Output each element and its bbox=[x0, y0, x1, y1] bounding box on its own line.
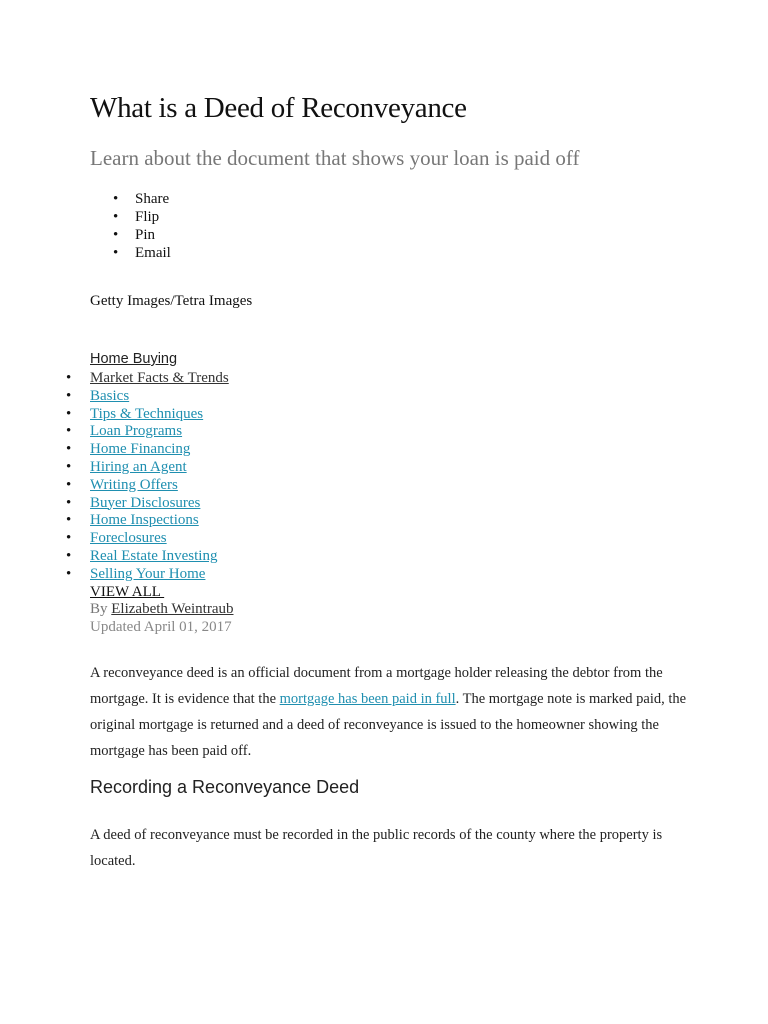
topic-item bbox=[0, 388, 229, 406]
image-credit: Getty Images/Tetra Images bbox=[90, 293, 253, 309]
topic-link-selling-home[interactable]: Selling Your Home bbox=[90, 565, 206, 582]
article-title: What is a Deed of Reconveyance bbox=[90, 92, 467, 124]
topic-item bbox=[0, 566, 229, 584]
category-link-home-buying[interactable]: Home Buying bbox=[90, 351, 178, 367]
share-action-share[interactable]: • Share bbox=[90, 190, 171, 208]
byline bbox=[90, 601, 234, 618]
topic-link-foreclosures[interactable]: Foreclosures bbox=[90, 530, 167, 547]
topic-link-basics[interactable]: Basics bbox=[90, 387, 130, 404]
topic-link-home-financing[interactable]: Home Financing bbox=[90, 441, 191, 458]
body-text: . The mortgage note is marked paid, the original mortgage is returned and a deed of reconveyance is issued to the homeowner showing the mortgage has been paid off. bbox=[90, 691, 687, 759]
share-actions-list bbox=[90, 190, 171, 262]
paid-in-full-link[interactable]: mortgage has been paid in full bbox=[279, 691, 456, 707]
article-subtitle: Learn about the document that shows your loan is paid off bbox=[90, 146, 580, 170]
topic-item bbox=[0, 495, 229, 513]
topic-link-buyer-disclosures[interactable]: Buyer Disclosures bbox=[90, 494, 201, 511]
topic-list bbox=[0, 370, 229, 584]
topic-link-real-estate-investing[interactable]: Real Estate Investing bbox=[90, 547, 218, 564]
topic-link-market-facts[interactable]: Market Facts & Trends bbox=[90, 370, 229, 386]
topic-item bbox=[0, 459, 229, 477]
topic-item bbox=[0, 370, 229, 388]
topic-item bbox=[0, 530, 229, 548]
byline-prefix: By bbox=[90, 601, 112, 617]
topic-item bbox=[0, 441, 229, 459]
updated-date: Updated April 01, 2017 bbox=[90, 619, 232, 635]
topic-link-loan-programs[interactable]: Loan Programs bbox=[90, 423, 183, 440]
topic-link-tips[interactable]: Tips & Techniques bbox=[90, 405, 204, 422]
share-action-flip[interactable]: • Flip bbox=[90, 208, 171, 226]
body-paragraph-2: A deed of reconveyance must be recorded in the public records of the county where the property is located. bbox=[90, 827, 663, 869]
view-all-link[interactable]: VIEW ALL bbox=[90, 584, 165, 600]
share-action-pin[interactable]: • Pin bbox=[90, 226, 171, 244]
author-link[interactable]: Elizabeth Weintraub bbox=[111, 601, 234, 617]
section-heading: Recording a Reconveyance Deed bbox=[90, 777, 360, 797]
topic-item bbox=[0, 423, 229, 441]
topic-link-home-inspections[interactable]: Home Inspections bbox=[90, 512, 199, 529]
body-paragraph-1 bbox=[90, 660, 690, 764]
body-text: A reconveyance deed is an official document from a mortgage holder releasing the debtor from the mortgage. It is evidence that the bbox=[90, 665, 663, 707]
topic-item bbox=[0, 406, 229, 424]
topic-link-writing-offers[interactable]: Writing Offers bbox=[90, 476, 178, 493]
share-action-email[interactable]: • Email bbox=[90, 244, 171, 262]
topic-item bbox=[0, 548, 229, 566]
topic-link-hiring-agent[interactable]: Hiring an Agent bbox=[90, 458, 187, 475]
topic-item bbox=[0, 512, 229, 530]
topic-item bbox=[0, 477, 229, 495]
